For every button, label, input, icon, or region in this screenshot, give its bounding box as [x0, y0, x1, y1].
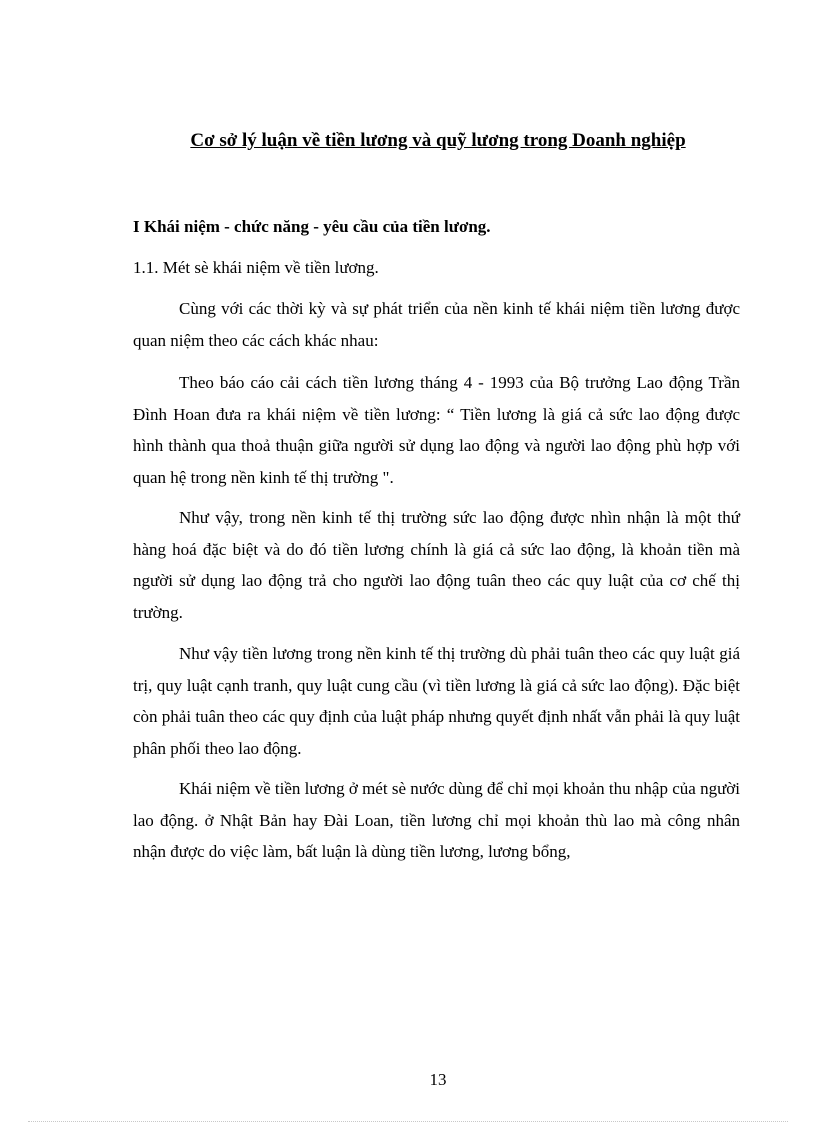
paragraph: Khái niệm về tiền lương ở mét sè nước dùng để chỉ mọi khoản thu nhập của người lao động. ở Nhật Bản hay Đài Loan, tiền lương chỉ mọi khoản thù lao mà công nhân nhận được do việc làm, bất luận là dùng tiền lương, lương bổng, [133, 779, 740, 861]
page-number: 13 [429, 1070, 447, 1089]
section-heading: I Khái niệm - chức năng - yêu cầu của tiền lương. [133, 217, 491, 236]
paragraph: Theo báo cáo cải cách tiền lương tháng 4 - 1993 của Bộ trưởng Lao động Trần Đình Hoan đưa ra khái niệm về tiền lương: “ Tiền lương là giá cả sức lao động được hình thành qua thoả thuận giữa người sử dụng lao động và người lao động phù hợp với quan hệ trong nền kinh tế thị trường ". [133, 373, 740, 487]
paragraph: Cùng với các thời kỳ và sự phát triển của nền kinh tế khái niệm tiền lương được quan niệm theo các cách khác nhau: [133, 299, 740, 350]
paragraph: Như vậy, trong nền kinh tế thị trường sức lao động được nhìn nhận là một thứ hàng hoá đặc biệt và do đó tiền lương chính là giá cả sức lao động, là khoản tiền mà người sử dụng lao động trả cho người lao động tuân theo các quy luật của cơ chế thị trường. [133, 508, 740, 622]
paragraph: Như vậy tiền lương trong nền kinh tế thị trường dù phải tuân theo các quy luật giá trị, quy luật cạnh tranh, quy luật cung cầu (vì tiền lương là giá cả sức lao động). Đặc biệt còn phải tuân theo các quy định của luật pháp nhưng quyết định nhất vẫn phải là quy luật phân phối theo lao động. [133, 644, 740, 758]
page-bottom-divider [28, 1121, 788, 1122]
page-title: Cơ sở lý luận về tiền lương và quỹ lương trong Doanh nghiệp [190, 130, 686, 151]
subsection-heading: 1.1. Mét sè khái niệm về tiền lương. [133, 258, 379, 277]
